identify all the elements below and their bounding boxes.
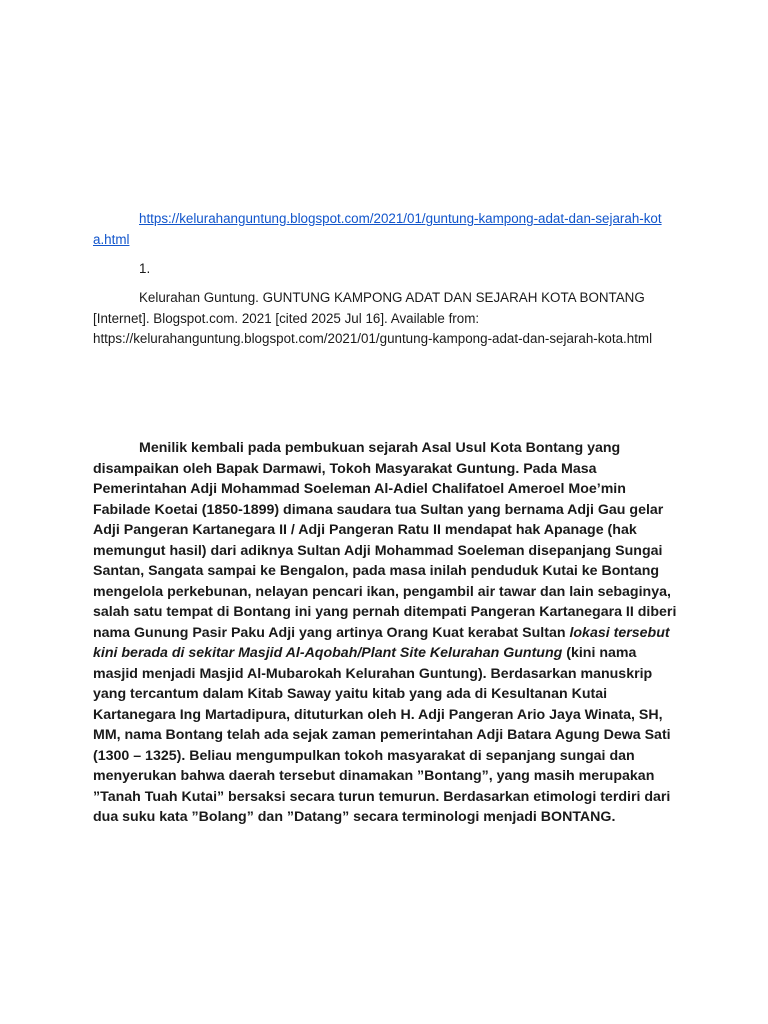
history-text-italic: lokasi tersebut kini berada di sekitar Masjid Al-Aqobah/Plant Site Kelurahan Guntung [93,624,670,661]
reference-link[interactable]: https://kelurahanguntung.blogspot.com/2021/01/guntung-kampong-adat-dan-sejarah-kota.html [93,211,662,247]
history-text-part-1: Menilik kembali pada pembukuan sejarah Asal Usul Kota Bontang yang disampaikan oleh Bapak Darmawi, Tokoh Masyarakat Guntung. Pada Masa Pemerintahan Adji Mohammad Soeleman Al-Adiel Chalifatoel Ameroel Moe’min Fabilade Koetai (1850-1899) dimana saudara tua Sultan yang bernama Adji Gau gelar Adji Pangeran Kartanegara II / Adji Pangeran Ratu II mendapat hak Apanage (hak memungut hasil) dari adiknya Sultan Adji Mohammad Soeleman disepanjang Sungai Santan, Sangata sampai ke Bengalon, pada masa inilah penduduk Kutai ke Bontang mengelola perkebunan, nelayan pencari ikan, pengambil air tawar dan lain sebaginya, salah satu tempat di Bontang ini yang pernah ditempati Pangeran Kartanegara II diberi nama Gunung Pasir Paku Adji yang artinya Orang Kuat kerabat Sultan [93,440,677,641]
reference-citation: Kelurahan Guntung. GUNTUNG KAMPONG ADAT DAN SEJARAH KOTA BONTANG [Internet]. Blogspot.com. 2021 [cited 2025 Jul 16]. Available from: https://kelurahanguntung.blogspot.com/2021/01/guntung-kampong-adat-dan-sejarah-kota.html [93,290,653,346]
history-text-part-2: (kini nama masjid menjadi Masjid Al-Mubarokah Kelurahan Guntung). Berdasarkan manuskrip yang tercantum dalam Kitab Saway yaitu kitab yang ada di Kesultanan Kutai Kartanegara Ing Martadipura, dituturkan oleh H. Adji Pangeran Ario Jaya Winata, SH, MM, nama Bontang telah ada sejak zaman pemerintahan Adji Batara Agung Dewa Sati (1300 – 1325). Beliau mengumpulkan tokoh masyarakat di sepanjang sungai dan menyerukan bahwa daerah tersebut dinamakan ”Bontang”, yang masih merupakan ”Tanah Tuah Kutai” bersaksi secara turun temurun. Berdasarkan etimologi terdiri dari dua suku kata ”Bolang” dan ”Datang” secara terminologi menjadi BONTANG. [93,645,671,825]
history-paragraph [93,438,677,828]
reference-link-paragraph [93,208,663,250]
reference-number: 1. [139,261,151,276]
